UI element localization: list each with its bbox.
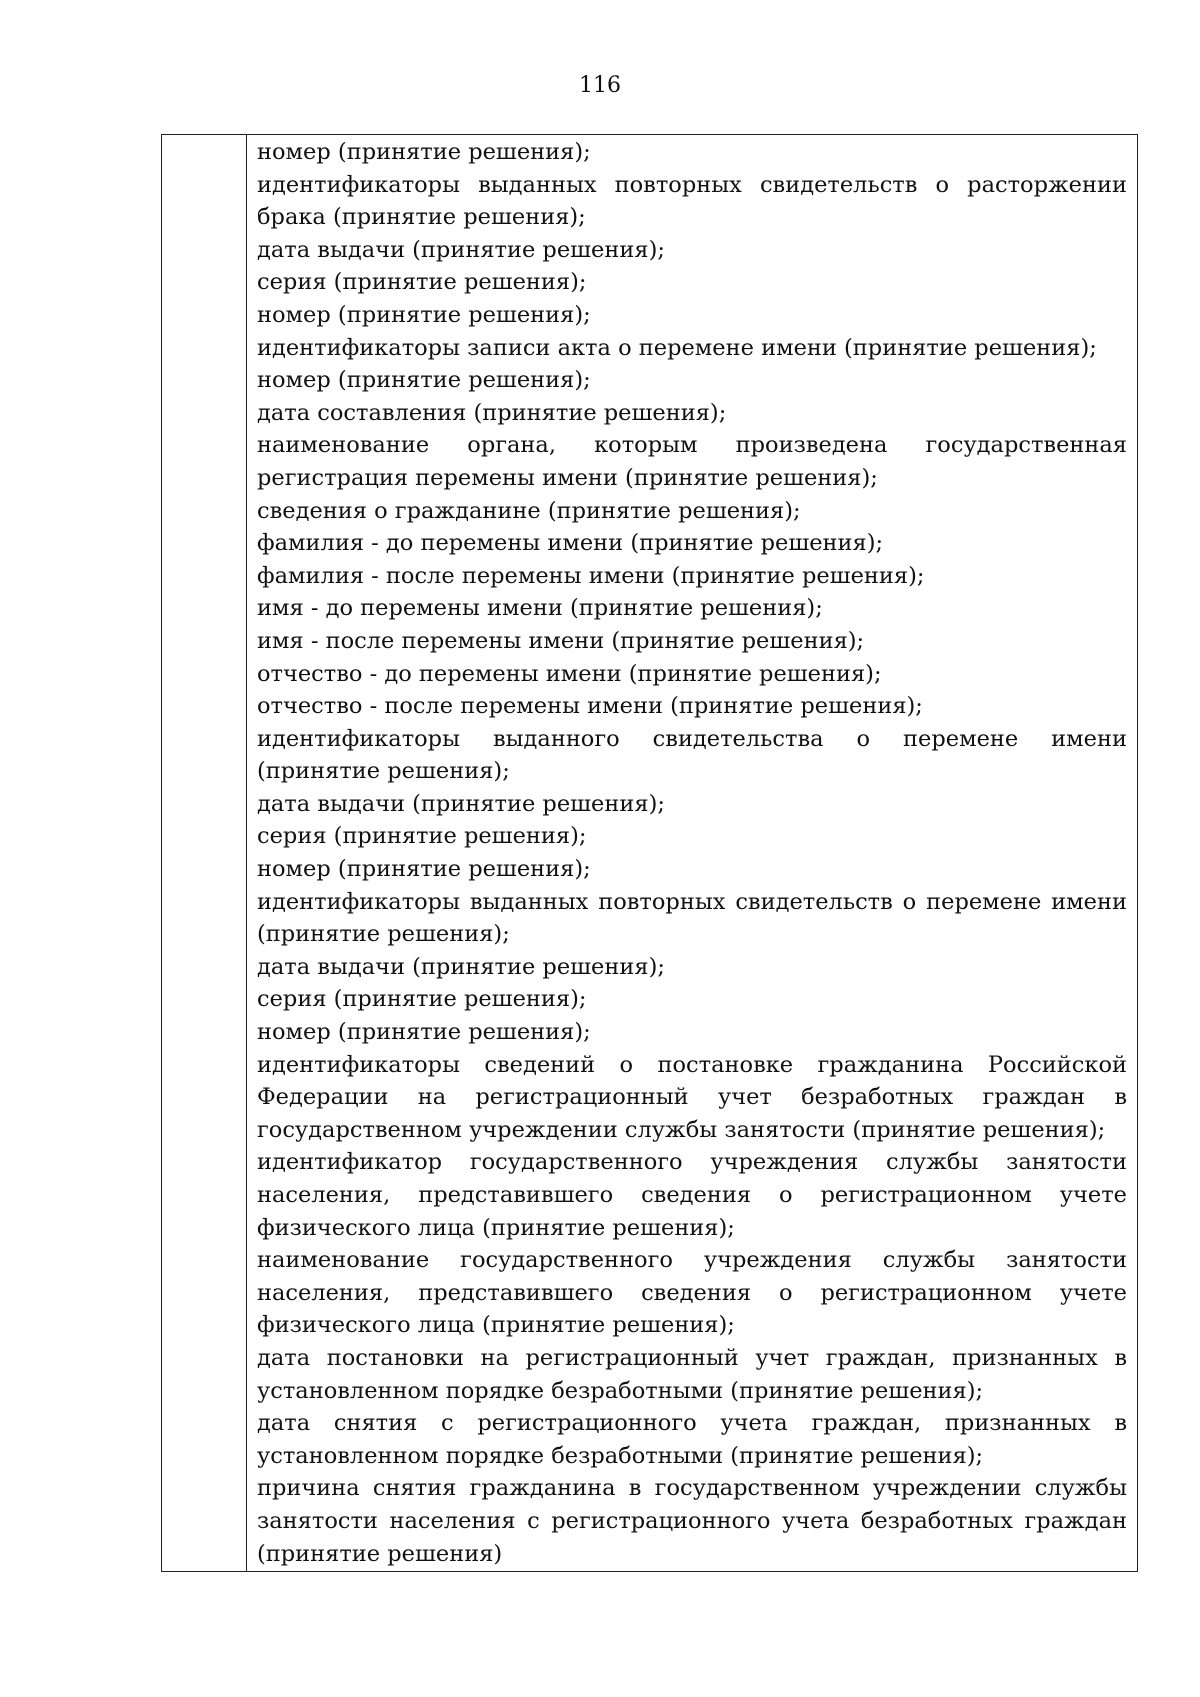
list-item: номер (принятие решения); [257,139,591,165]
list-item: идентификаторы выданного свидетельства о перемене имени (принятие решения); [257,725,1127,785]
list-item: номер (принятие решения); [257,367,591,394]
list-item: имя - до перемены имени (принятие решения); [257,595,823,622]
table-row [162,135,1138,1572]
list-item: дата составления (принятие решения); [257,399,727,426]
list-item: идентификаторы сведений о постановке гражданина Российской Федерации на регистрационный учет безработных граждан в государственном учреждении службы занятости (принятие решения); [257,1051,1127,1143]
entries-cell [247,135,1138,1572]
list-item: сведения о гражданине (принятие решения); [257,497,801,524]
list-item: серия (принятие решения); [257,986,587,1013]
list-item: дата постановки на регистрационный учет граждан, признанных в установленном порядке безработными (принятие решения); [257,1344,1127,1404]
list-item: отчество - до перемены имени (принятие решения); [257,660,882,687]
list-item: серия (принятие решения); [257,823,587,850]
list-item: отчество - после перемены имени (принятие решения); [257,693,923,720]
list-item: дата выдачи (принятие решения); [257,953,665,980]
page-number: 116 [579,73,621,98]
list-item: наименование органа, которым произведена государственная регистрация перемены имени (принятие решения); [257,432,1127,491]
list-item: идентификаторы выданных повторных свидетельств о перемене имени (принятие решения); [257,888,1127,948]
list-item: серия (принятие решения); [257,269,587,296]
list-item: причина снятия гражданина в государственном учреждении службы занятости населения с регистрационного учета безработных граждан (принятие решения) [257,1475,1127,1567]
list-item: идентификаторы выданных повторных свидетельств о расторжении брака (принятие решения); [257,171,1127,231]
list-item: дата выдачи (принятие решения); [257,790,665,817]
left-column-cell [162,135,247,1572]
list-item: дата снятия с регистрационного учета граждан, признанных в установленном порядке безработными (принятие решения); [257,1410,1127,1469]
list-item: номер (принятие решения); [257,1019,591,1046]
list-item: фамилия - до перемены имени (принятие решения); [257,530,884,557]
list-item: дата выдачи (принятие решения); [257,236,665,263]
list-item: фамилия - после перемены имени (принятие решения); [257,562,925,589]
list-item: идентификатор государственного учреждения службы занятости населения, представившего сведения о регистрационном учете физического лица (принятие решения); [257,1149,1127,1241]
list-item: имя - после перемены имени (принятие решения); [257,627,865,654]
list-item: номер (принятие решения); [257,301,591,328]
list-item: идентификаторы записи акта о перемене имени (принятие решения); [257,334,1097,361]
list-item: наименование государственного учреждения службы занятости населения, представившего сведения о регистрационном учете физического лица (принятие решения); [257,1247,1127,1339]
list-item: номер (принятие решения); [257,856,591,883]
document-table [161,134,1138,1572]
